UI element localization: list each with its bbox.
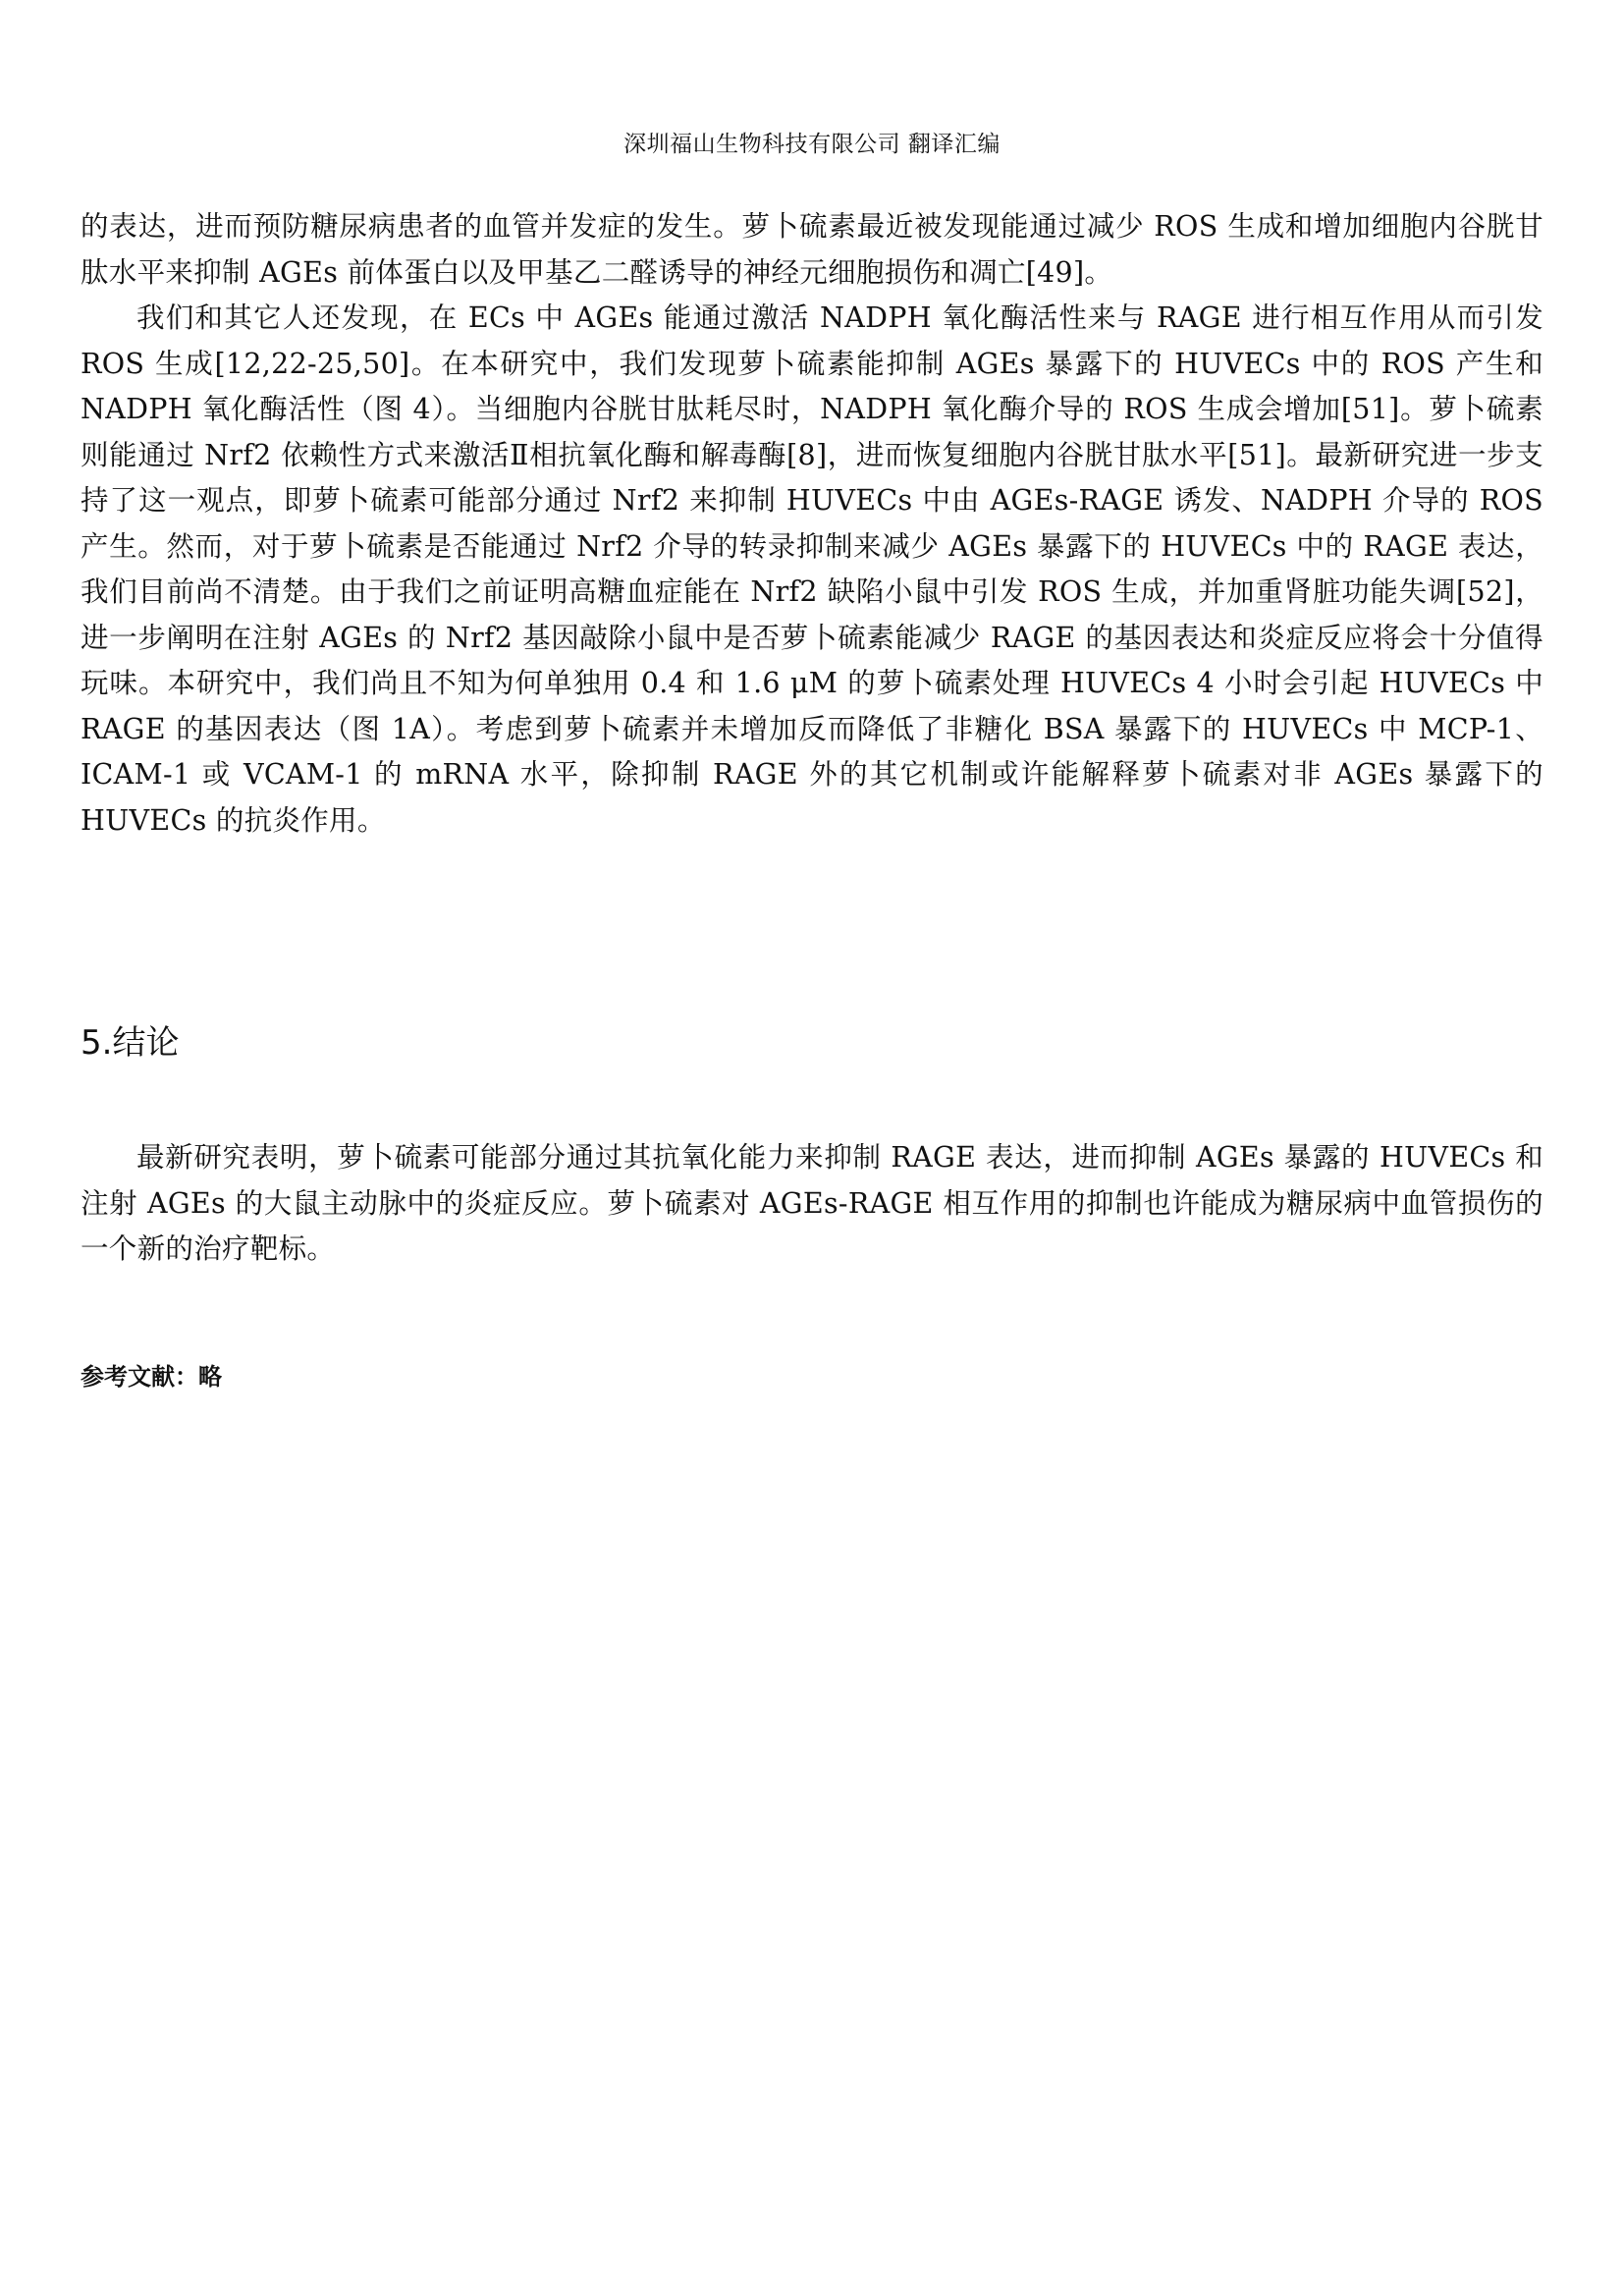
conclusion-heading: 5.结论 [81,1023,180,1063]
discussion-paragraph-continued: 的表达，进而预防糖尿病患者的血管并发症的发生。萝卜硫素最近被发现能通过减少 ROS 生成和增加细胞内谷胱甘肽水平来抑制 AGEs 前体蛋白以及甲基乙二醛诱导的神经元细胞损伤和凋亡[49]。 [81,210,1543,289]
running-header: 深圳福山生物科技有限公司 翻译汇编 [623,132,1001,157]
discussion-section [81,204,1543,844]
references-label: 参考文献：略 [81,1363,222,1391]
conclusion-paragraph: 最新研究表明，萝卜硫素可能部分通过其抗氧化能力来抑制 RAGE 表达，进而抑制 AGEs 暴露的 HUVECs 和注射 AGEs 的大鼠主动脉中的炎症反应。萝卜硫素对 AGEs-RAGE 相互作用的抑制也许能成为糖尿病中血管损伤的一个新的治疗靶标。 [81,1141,1543,1265]
discussion-paragraph-ros: 我们和其它人还发现，在 ECs 中 AGEs 能通过激活 NADPH 氧化酶活性来与 RAGE 进行相互作用从而引发 ROS 生成[12,22-25,50]。在本研究中，我们发现萝卜硫素能抑制 AGEs 暴露下的 HUVECs 中的 ROS 产生和 NADPH 氧化酶活性（图 4）。当细胞内谷胱甘肽耗尽时，NADPH 氧化酶介导的 ROS 生成会增加[51]。萝卜硫素则能通过 Nrf2 依赖性方式来激活Ⅱ相抗氧化酶和解毒酶[8]，进而恢复细胞内谷胱甘肽水平[51]。最新研究进一步支持了这一观点，即萝卜硫素可能部分通过 Nrf2 来抑制 HUVECs 中由 AGEs-RAGE 诱发、NADPH 介导的 ROS 产生。然而，对于萝卜硫素是否能通过 Nrf2 介导的转录抑制来减少 AGEs 暴露下的 HUVECs 中的 RAGE 表达，我们目前尚不清楚。由于我们之前证明高糖血症能在 Nrf2 缺陷小鼠中引发 ROS 生成，并加重肾脏功能失调[52]，进一步阐明在注射 AGEs 的 Nrf2 基因敲除小鼠中是否萝卜硫素能减少 RAGE 的基因表达和炎症反应将会十分值得玩味。本研究中，我们尚且不知为何单独用 0.4 和 1.6 μM 的萝卜硫素处理 HUVECs 4 小时会引起 HUVECs 中 RAGE 的基因表达（图 1A）。考虑到萝卜硫素并未增加反而降低了非糖化 BSA 暴露下的 HUVECs 中 MCP-1、ICAM-1 或 VCAM-1 的 mRNA 水平，除抑制 RAGE 外的其它机制或许能解释萝卜硫素对非 AGEs 暴露下的 HUVECs 的抗炎作用。 [81,301,1543,837]
conclusion-section [81,1135,1543,1273]
